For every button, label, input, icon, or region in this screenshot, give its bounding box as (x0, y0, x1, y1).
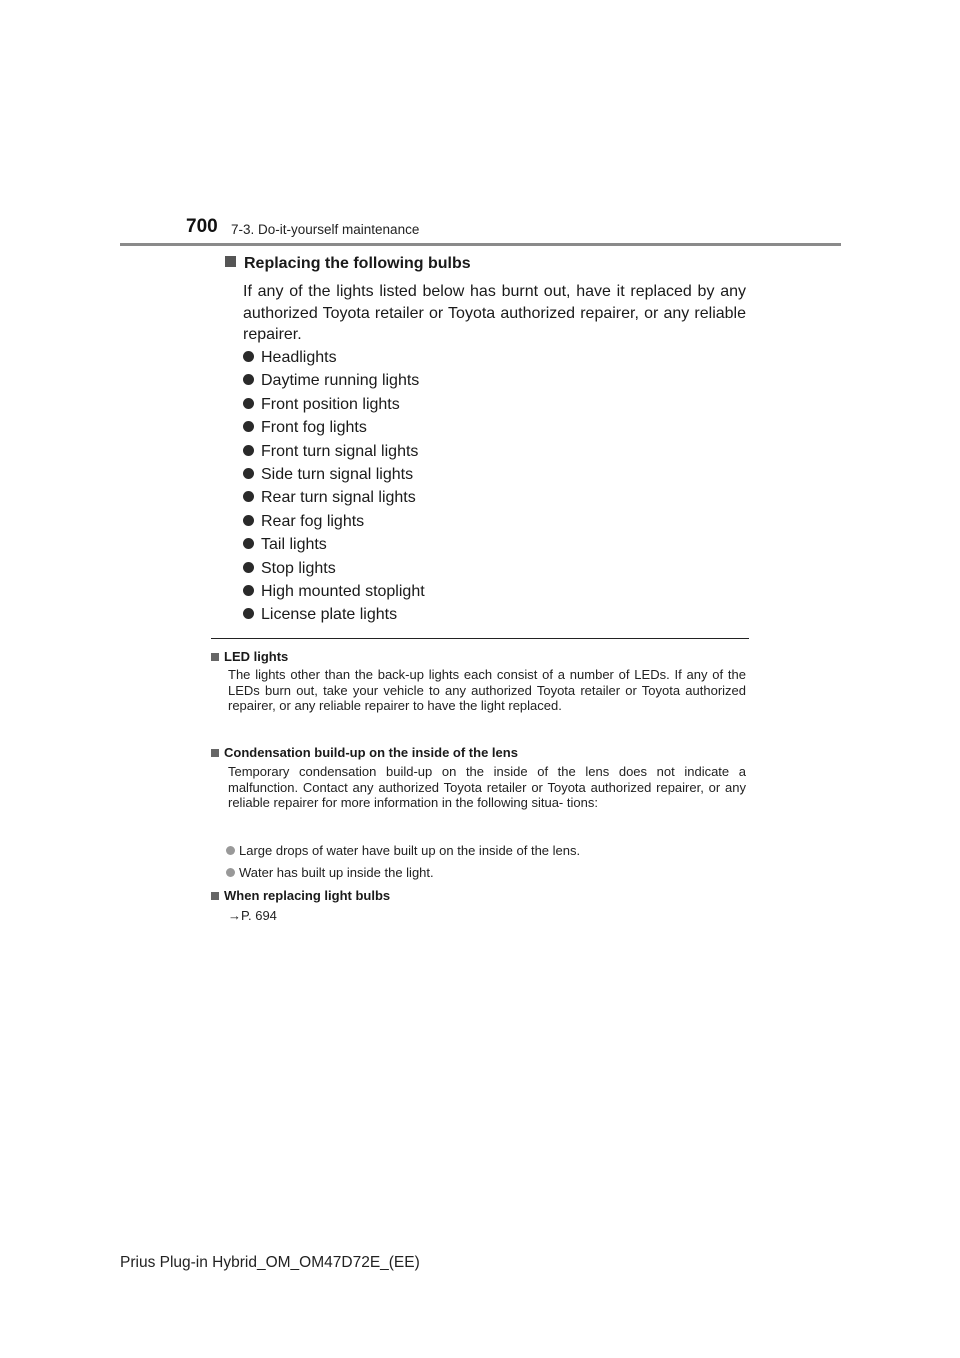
list-item (243, 416, 425, 439)
list-item (243, 346, 425, 369)
bullet-dot-icon (243, 445, 254, 456)
square-bullet-icon (211, 749, 219, 757)
section-title: 7-3. Do-it-yourself maintenance (231, 222, 420, 237)
bullet-dot-icon (243, 562, 254, 573)
list-item (243, 557, 425, 580)
list-item (243, 440, 425, 463)
list-item (226, 843, 580, 858)
bulb-name: Daytime running lights (261, 372, 420, 390)
condensation-item: Large drops of water have built up on the inside of the lens. (239, 843, 581, 858)
bulb-name: Front fog lights (261, 419, 367, 437)
list-item (243, 369, 425, 392)
main-heading (225, 255, 471, 273)
bullet-dot-icon (243, 398, 254, 409)
bullet-dot-icon (243, 608, 254, 619)
main-paragraph: If any of the lights listed below has burnt out, have it replaced by any authorized Toyota retailer or Toyota authorized repairer, or any reliable repairer. (243, 283, 746, 343)
list-item (226, 865, 434, 880)
square-bullet-icon (211, 653, 219, 661)
square-bullet-icon (225, 256, 236, 267)
note-heading-text: LED lights (224, 649, 289, 664)
note-text-led: The lights other than the back-up lights each consist of a number of LEDs. If any of the LEDs burn out, take your vehicle to any authorized Toyota retailer or Toyota authorized repairer, or any reliable repairer to have the light replaced. (228, 667, 746, 714)
bullet-dot-icon (243, 491, 254, 502)
note-text-condensation: Temporary condensation build-up on the inside of the lens does not indicate a malfunction. Contact any authorized Toyota retailer or Toyota authorized repairer, or any reliable repairer for more information in the following situa- tions: (228, 764, 746, 811)
bullet-dot-icon (243, 515, 254, 526)
bulb-name: Rear fog lights (261, 512, 365, 530)
note-heading-led (211, 649, 288, 664)
page-number: 700 (186, 216, 218, 237)
bulb-name: Side turn signal lights (261, 465, 414, 483)
square-bullet-icon (211, 892, 219, 900)
condensation-item: Water has built up inside the light. (239, 865, 434, 880)
list-item (243, 393, 425, 416)
bulb-name: Front position lights (261, 395, 400, 413)
note-heading-text: When replacing light bulbs (224, 888, 391, 903)
list-item (243, 486, 425, 509)
bulb-name: Stop lights (261, 559, 336, 577)
bullet-dot-icon (226, 868, 235, 877)
header-rule (120, 243, 841, 246)
section-divider (211, 638, 749, 639)
bulb-name: Front turn signal lights (261, 442, 419, 460)
bulb-name: Tail lights (261, 536, 327, 554)
note-heading-replacing (211, 888, 390, 903)
main-heading-text: Replacing the following bulbs (244, 255, 471, 272)
bulb-name: Rear turn signal lights (261, 489, 416, 507)
list-item (243, 510, 425, 533)
footer-document-id: Prius Plug-in Hybrid_OM_OM47D72E_(EE) (120, 1254, 420, 1271)
bullet-dot-icon (243, 538, 254, 549)
list-item (243, 580, 425, 603)
bullet-dot-icon (243, 585, 254, 596)
bulb-list (243, 346, 425, 627)
list-item (243, 533, 425, 556)
bullet-dot-icon (243, 374, 254, 385)
bulb-name: High mounted stoplight (261, 582, 425, 600)
list-item (243, 463, 425, 486)
list-item (243, 603, 425, 626)
bulb-name: Headlights (261, 349, 337, 366)
note-heading-condensation (211, 745, 518, 760)
page-reference-link[interactable]: →P. 694 (228, 908, 277, 923)
bullet-dot-icon (226, 846, 235, 855)
bullet-dot-icon (243, 468, 254, 479)
bullet-dot-icon (243, 351, 254, 362)
note-heading-text: Condensation build-up on the inside of the lens (224, 745, 518, 760)
bulb-name: License plate lights (261, 606, 398, 624)
bullet-dot-icon (243, 421, 254, 432)
